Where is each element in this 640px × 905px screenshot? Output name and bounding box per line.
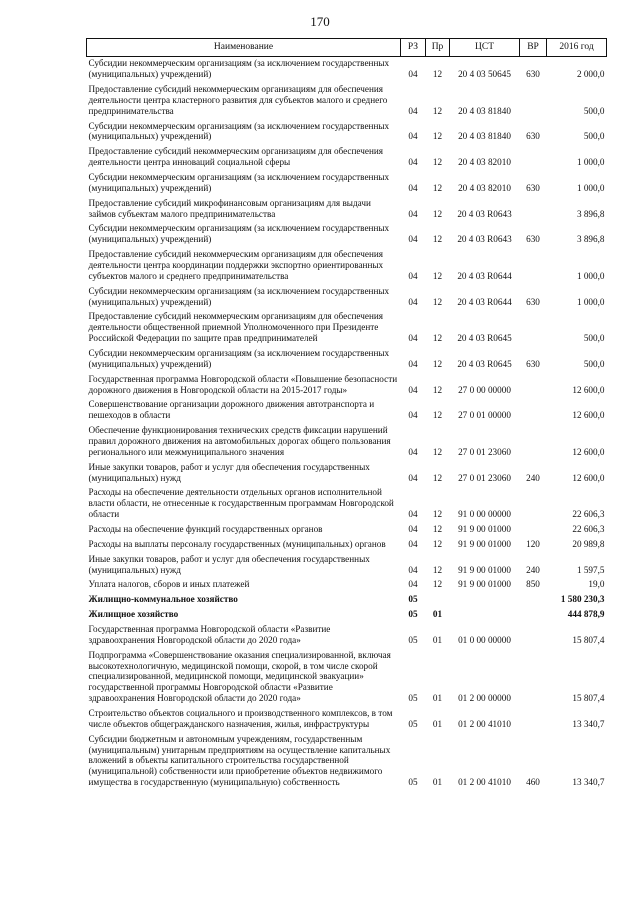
cell-cst: 01 2 00 00000 [458,693,511,704]
cell-rz: 04 [408,105,418,116]
cell-amount: 2 000,0 [576,69,605,80]
table-row [87,310,607,347]
cell-rz: 04 [408,446,418,457]
cell-vr [520,197,547,223]
cell-cst [450,608,520,623]
cell-pr: 12 [432,538,443,549]
cell-name: Субсидии некоммерческим организациям (за исключением государственных (муниципальных) учреждений) [88,347,390,369]
table-row [87,623,607,649]
cell-amount: 500,0 [583,333,605,344]
cell-name: Обеспечение функционирования технических средств фиксации нарушений правил дорожного движения на автомобильных дорогах общего пользования регионального или межмуниципального значения [88,425,391,457]
cell-amount: 3 896,8 [576,208,605,219]
cell-vr: 630 [526,358,540,369]
cell-name: Подпрограмма «Совершенствование оказания специализированной, включая высокотехнологичную, медицинской помощи, скорой, в том числе скорой специализированной, медицинской помощи, медицинской эвакуации» государственной программы Новгородской области «Развитие здравоохранения Новгородской области до 2020 года» [88,649,391,704]
cell-name: Предоставление субсидий некоммерческим организациям для обеспечения деятельности общественной приемной Уполномоченного при Президенте Российской Федерации по защите прав предпринимателей [88,311,384,344]
cell-amount: 13 340,7 [572,777,605,788]
cell-pr: 12 [432,524,443,534]
cell-name: Субсидии некоммерческим организациям (за исключением государственных (муниципальных) учреждений) [88,120,390,142]
cell-rz: 04 [408,234,418,245]
cell-vr [520,523,547,538]
cell-rz: 05 [408,594,418,605]
table-row [87,57,607,83]
header-rz: РЗ [401,39,426,57]
table-row [87,248,607,285]
cell-pr: 12 [432,157,443,168]
table-row [87,373,607,399]
page-number: 170 [310,14,330,29]
table-header-row [87,39,607,57]
table-row [87,707,607,733]
header-pr: Пр [426,39,450,57]
cell-pr: 12 [432,472,443,483]
cell-vr: 630 [526,69,540,80]
cell-amount: 1 000,0 [576,182,605,193]
cell-amount: 500,0 [583,131,605,142]
cell-rz: 04 [408,538,418,549]
cell-pr: 12 [432,69,443,80]
cell-amount: 12 600,0 [572,410,605,421]
cell-cst: 20 4 03 50645 [458,69,511,80]
cell-cst: 20 4 03 81840 [458,105,511,116]
cell-vr [520,486,547,523]
table-row [87,578,607,593]
cell-name: Субсидии некоммерческим организациям (за исключением государственных (муниципальных) учреждений) [88,58,390,80]
table-row [87,83,607,120]
cell-amount: 12 600,0 [572,446,605,457]
cell-pr: 12 [432,579,443,590]
cell-cst [450,593,520,608]
cell-rz: 05 [408,693,418,704]
cell-pr: 12 [432,410,443,421]
cell-name: Иные закупки товаров, работ и услуг для обеспечения государственных (муниципальных) нужд [88,553,370,575]
cell-cst: 20 4 03 82010 [458,157,511,168]
cell-name: Расходы на выплаты персоналу государственных (муниципальных) органов [88,538,386,549]
cell-pr: 12 [432,105,443,116]
cell-cst: 20 4 03 R0644 [457,296,512,307]
cell-pr: 01 [432,609,443,620]
cell-rz: 05 [408,777,418,788]
cell-pr [426,593,450,608]
cell-rz: 04 [408,270,418,281]
cell-vr: 630 [526,296,540,307]
cell-amount: 13 340,7 [572,718,605,729]
cell-name: Предоставление субсидий некоммерческим организациям для обеспечения деятельности центра инноваций социальной сферы [88,146,384,168]
cell-amount: 15 807,4 [572,693,605,704]
cell-rz: 04 [408,509,418,520]
cell-rz: 04 [408,564,418,575]
cell-cst: 91 9 00 01000 [458,538,511,549]
cell-vr: 850 [526,579,540,590]
cell-amount: 20 989,8 [572,538,605,549]
cell-name: Субсидии некоммерческим организациям (за исключением государственных (муниципальных) учреждений) [88,171,390,193]
cell-vr: 240 [526,472,540,483]
cell-amount: 444 878,9 [567,609,605,620]
table-row [87,222,607,248]
table-row [87,523,607,538]
cell-vr [520,310,547,347]
table-row [87,486,607,523]
cell-vr [520,593,547,608]
cell-pr: 12 [432,208,443,219]
cell-rz: 04 [408,384,418,395]
cell-name: Предоставление субсидий некоммерческим организациям для обеспечения деятельности центра координации поддержки экспортно ориентированных субъектов малого и среднего предпринимательства [88,249,384,281]
cell-pr: 01 [432,718,443,729]
cell-amount: 500,0 [583,105,605,116]
cell-cst: 20 4 03 81840 [458,131,511,142]
table-row [87,197,607,223]
cell-cst: 20 4 03 R0644 [457,270,512,281]
cell-name: Расходы на обеспечение деятельности отдельных органов исполнительной власти области, не отнесенные к государственным программам Новгородской области [88,487,394,520]
cell-vr [520,83,547,120]
table-row [87,145,607,171]
cell-vr [520,248,547,285]
table-row [87,461,607,487]
cell-cst: 20 4 03 R0645 [457,358,512,369]
cell-rz: 04 [408,182,418,193]
cell-name: Совершенствование организации дорожного движения автотранспорта и пешеходов в области [88,399,375,421]
cell-cst: 27 0 01 23060 [458,472,511,483]
cell-cst: 27 0 01 00000 [458,410,511,421]
cell-name: Жилищно-коммунальное хозяйство [88,594,238,605]
cell-pr: 12 [432,296,443,307]
cell-amount: 3 896,8 [576,234,605,245]
cell-rz: 04 [408,358,418,369]
cell-amount: 1 597,5 [576,564,605,575]
cell-amount: 1 000,0 [576,157,605,168]
cell-name: Субсидии некоммерческим организациям (за исключением государственных (муниципальных) учреждений) [88,285,390,307]
cell-name: Предоставление субсидий некоммерческим организациям для обеспечения деятельности центра кластерного развития для субъектов малого и среднего предпринимательства [88,83,388,116]
cell-name: Уплата налогов, сборов и иных платежей [88,579,250,590]
cell-name: Субсидии некоммерческим организациям (за исключением государственных (муниципальных) учреждений) [88,223,390,245]
cell-rz: 05 [408,718,418,729]
cell-rz: 05 [408,609,418,620]
table-row [87,538,607,553]
cell-name: Государственная программа Новгородской области «Повышение безопасности дорожного движения в Новгородской области на 2015-2017 годы» [88,373,398,395]
cell-amount: 15 807,4 [572,634,605,645]
cell-name: Предоставление субсидий микрофинансовым организациям для выдачи займов субъектам малого предпринимательства [88,197,371,219]
cell-rz: 04 [408,157,418,168]
header-cst: ЦСТ [450,39,520,57]
cell-rz: 04 [408,333,418,344]
cell-pr: 12 [432,564,443,575]
cell-cst: 20 4 03 R0643 [457,208,512,219]
cell-vr [520,707,547,733]
cell-rz: 04 [408,410,418,421]
cell-rz: 04 [408,524,418,534]
table-row [87,171,607,197]
table-row [87,424,607,461]
cell-amount: 1 000,0 [576,296,605,307]
cell-pr: 01 [432,777,443,788]
cell-rz: 05 [408,634,418,645]
cell-amount: 19,0 [588,579,605,590]
cell-vr: 630 [526,182,540,193]
cell-name: Субсидии бюджетным и автономным учреждениям, государственным (муниципальным) унитарным предприятиям на осуществление капитальных вложений в объекты капитального строительства государственной (муниципальной) собственности или приобретение объектов недвижимого имущества в государственную (муниципальную) собственность [88,733,391,788]
cell-amount: 22 606,3 [572,524,605,534]
cell-cst: 01 2 00 41010 [458,718,511,729]
cell-cst: 91 9 00 01000 [458,579,511,590]
table-row [87,120,607,146]
cell-rz: 04 [408,296,418,307]
cell-amount: 1 580 230,3 [560,594,605,605]
cell-name: Расходы на обеспечение функций государственных органов [88,524,323,534]
cell-pr: 12 [432,509,443,520]
cell-name: Государственная программа Новгородской области «Развитие здравоохранения Новгородской области до 2020 года» [88,624,331,645]
cell-vr: 630 [526,131,540,142]
cell-pr: 12 [432,446,443,457]
cell-amount: 500,0 [583,358,605,369]
cell-pr: 01 [432,693,443,704]
cell-vr [520,373,547,399]
cell-vr [520,623,547,649]
cell-amount: 12 600,0 [572,384,605,395]
cell-cst: 20 4 03 R0643 [457,234,512,245]
header-amount: 2016 год [547,39,607,57]
cell-vr [520,424,547,461]
cell-rz: 04 [408,579,418,590]
cell-rz: 04 [408,208,418,219]
cell-pr: 12 [432,131,443,142]
cell-vr [520,398,547,424]
table-row [87,649,607,707]
cell-name: Строительство объектов социального и производственного комплексов, в том числе объектов общегражданского назначения, жилья, инфраструктуры [88,708,393,729]
budget-table [86,38,607,791]
cell-pr: 12 [432,358,443,369]
cell-vr [520,608,547,623]
cell-vr: 120 [526,538,540,549]
header-name: Наименование [87,39,401,57]
cell-cst: 91 9 00 01000 [458,524,511,534]
cell-cst: 20 4 03 R0645 [457,333,512,344]
cell-pr: 12 [432,234,443,245]
table-row [87,285,607,311]
cell-pr: 01 [432,634,443,645]
cell-cst: 01 2 00 41010 [458,777,511,788]
cell-amount: 22 606,3 [572,509,605,520]
cell-pr: 12 [432,333,443,344]
cell-vr: 630 [526,234,540,245]
cell-pr: 12 [432,270,443,281]
cell-pr: 12 [432,384,443,395]
cell-name: Жилищное хозяйство [88,609,179,620]
table-row [87,733,607,791]
cell-rz: 04 [408,131,418,142]
cell-name: Иные закупки товаров, работ и услуг для обеспечения государственных (муниципальных) нужд [88,461,370,483]
cell-rz: 04 [408,69,418,80]
cell-cst: 91 9 00 01000 [458,564,511,575]
cell-cst: 27 0 00 00000 [458,384,511,395]
cell-cst: 01 0 00 00000 [458,634,511,645]
table-row [87,593,607,608]
table-row [87,553,607,579]
cell-vr [520,145,547,171]
table-row [87,347,607,373]
cell-vr: 460 [526,777,540,788]
cell-amount: 12 600,0 [572,472,605,483]
cell-pr: 12 [432,182,443,193]
cell-cst: 91 0 00 00000 [458,509,511,520]
cell-cst: 27 0 01 23060 [458,446,511,457]
header-vr: ВР [520,39,547,57]
table-row [87,608,607,623]
cell-cst: 20 4 03 82010 [458,182,511,193]
cell-rz: 04 [408,472,418,483]
cell-vr: 240 [526,564,540,575]
cell-amount: 1 000,0 [576,270,605,281]
table-row [87,398,607,424]
cell-vr [520,649,547,707]
